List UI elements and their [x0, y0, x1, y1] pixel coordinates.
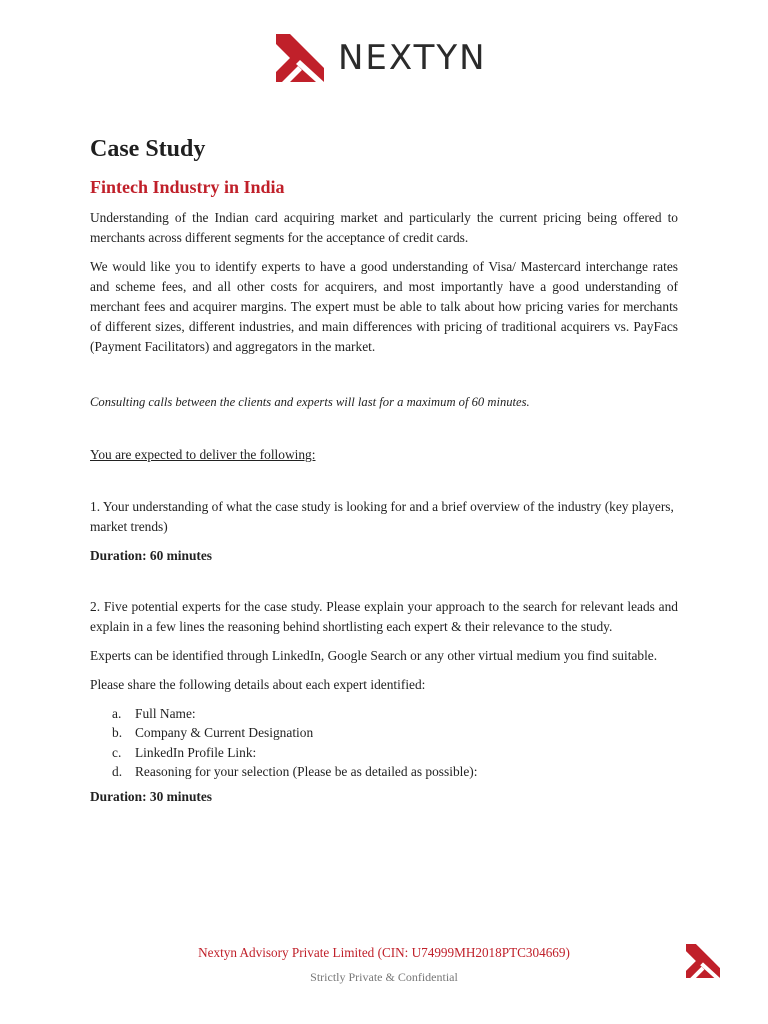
list-item: [112, 762, 678, 781]
intro-paragraph: Understanding of the Indian card acquiring market and particularly the current pricing being offered to merchants across different segments for the acceptance of credit cards.: [90, 210, 678, 245]
list-item: [112, 723, 678, 742]
call-note: Consulting calls between the clients and experts will last for a maximum of 60 minutes.: [90, 395, 530, 409]
list-item-text: Reasoning for your selection (Please be as detailed as possible):: [135, 763, 478, 779]
list-item-text: Company & Current Designation: [135, 725, 314, 741]
requirement-paragraph: We would like you to identify experts to have a good understanding of Visa/ Mastercard interchange rates and scheme fees, and all other costs for acquirers, and most importantly have a good understanding of merchant fees and acquirer margins. The expert must be able to talk about how pricing varies for merchants of different sizes, different industries, and main differences with pricing of traditional acquirers vs. PayFacs (Payment Facilitators) and aggregators in the market.: [90, 259, 678, 354]
page-subtitle: Fintech Industry in India: [90, 177, 285, 197]
list-item: [112, 704, 678, 723]
list-marker: d.: [112, 763, 123, 779]
header-logo: [276, 34, 487, 82]
list-item-text: LinkedIn Profile Link:: [135, 744, 257, 760]
details-intro: Please share the following details about each expert identified:: [90, 677, 426, 692]
list-item: [112, 743, 678, 762]
list-marker: c.: [112, 744, 122, 760]
nextyn-logo-icon: [276, 34, 324, 82]
task-2-duration: Duration: 30 minutes: [90, 789, 213, 805]
sources-paragraph: Experts can be identified through LinkedIn, Google Search or any other virtual medium you find suitable.: [90, 648, 658, 663]
task-1-duration: Duration: 60 minutes: [90, 548, 213, 563]
footer-confidentiality: Strictly Private & Confidential: [310, 970, 458, 984]
task-1: 1. Your understanding of what the case study is looking for and a brief overview of the industry (key players, market trends): [90, 499, 674, 534]
task-2: 2. Five potential experts for the case study. Please explain your approach to the search for relevant leads and explain in a few lines the reasoning behind shortlisting each expert & their relevance to the study.: [90, 599, 678, 634]
brand-name: NEXTYN: [338, 38, 487, 78]
list-marker: b.: [112, 725, 123, 741]
list-marker: a.: [112, 706, 122, 721]
nextyn-footer-logo-icon: [686, 944, 720, 978]
expert-details-list: [112, 704, 678, 781]
deliverables-heading: You are expected to deliver the following:: [90, 447, 316, 462]
document-body: [90, 136, 678, 816]
page-title: Case Study: [90, 136, 206, 162]
footer-company: Nextyn Advisory Private Limited (CIN: U74999MH2018PTC304669): [198, 945, 570, 960]
list-item-text: Full Name:: [135, 706, 196, 721]
